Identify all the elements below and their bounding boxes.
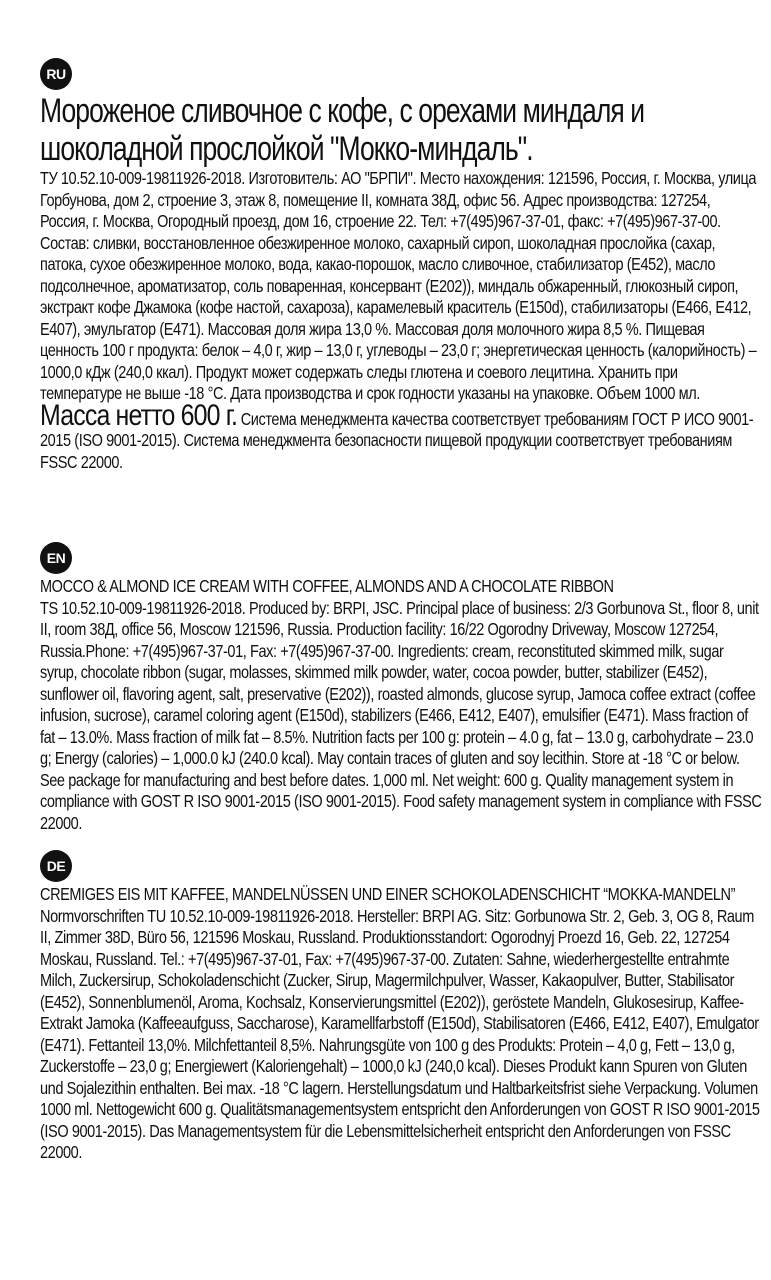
- product-text-ru-main: ТУ 10.52.10-009-19811926-2018. Изготовитель: АО "БРПИ". Место нахождения: 121596, Россия, г. Москва, улица Горбунова, дом 2, строение 3, этаж 8, помещение II, комната 38Д, офис 56. Адрес производства: 127254, Россия, г. Москва, Огородный проезд, дом 16, строение 22. Тел: +7(495)967-37-01, факс: +7(495)967-37-00. Состав: сливки, восстановленное обезжиренное молоко, сахарный сироп, шоколадная прослойка (сахар, патока, сухое обезжиренное молоко, вода, какао-порошок, масло сливочное, стабилизатор (Е452), масло подсолнечное, ароматизатор, соль поваренная, консервант (Е202)), миндаль обжаренный, глюкозный сироп, экстракт кофе Джамока (кофе настой, сахароза), карамелевый краситель (Е150d), стабилизаторы (Е466, Е412, Е407), эмульгатор (Е471). Массовая доля жира 13,0 %. Массовая доля молочного жира 8,5 %. Пищевая ценность 100 г продукта: белок – 4,0 г, жир – 13,0 г, углеводы – 23,0 г; энергетическая ценность (калорийность) – 1000,0 кДж (240,0 ккал). Продукт может содержать следы глютена и соевого лецитина. Хранить при температуре не выше -18 °С. Дата производства и срок годности указаны на упаковке. Объем 1000 мл.: [40, 168, 757, 403]
- lang-badge-ru: RU: [40, 58, 72, 90]
- product-text-ru-tail: Система менеджмента качества соответствует требованиям ГОСТ Р ИСО 9001-2015 (ISO 9001-2015). Система менеджмента безопасности пищевой продукции соответствует требованиям FSSC 22000.: [40, 408, 754, 472]
- section-en: [40, 542, 762, 834]
- section-ru: [40, 58, 762, 473]
- section-de: [40, 850, 762, 1164]
- product-text-ru: [40, 168, 762, 473]
- lang-badge-de: DE: [40, 850, 72, 882]
- product-text-de: Normvorschriften TU 10.52.10-009-19811926-2018. Hersteller: BRPI AG. Sitz: Gorbunowa Str. 2, Geb. 3, OG 8, Raum II, Zimmer 38D, Büro 56, 121596 Moskau, Russland. Produktionsstandort: Ogorodnyj Proezd 16, Geb. 22, 127254 Moskau, Russland. Tel.: +7(495)967-37-01, Fax: +7(495)967-37-00. Zutaten: Sahne, wiederhergestellte entrahmte Milch, Zuckersirup, Schokoladenschicht (Zucker, Sirup, Magermilchpulver, Wasser, Kakaopulver, Butter, Stabilisator (E452), Sonnenblumenöl, Aroma, Kochsalz, Konservierungsmittel (E202)), geröstete Mandeln, Glukosesirup, Kaffee-Extrakt Jamoka (Kaffeeaufguss, Saccharose), Karamellfarbstoff (E150d), Stabilisatoren (E466, E412, E407), Emulgator (E471). Fettanteil 13,0%. Milchfettanteil 8,5%. Nahrungsgüte von 100 g des Produkts: Protein – 4,0 g, Fett – 13,0 g, Zuckerstoffe – 23,0 g; Energiewert (Kaloriengehalt) – 1000,0 kJ (240,0 kcal). Dieses Produkt kann Spuren von Gluten und Sojalezithin enthalten. Bei max. -18 °C lagern. Herstellungsdatum und Haltbarkeitsfrist siehe Verpackung. Volumen 1000 ml. Nettogewicht 600 g. Qualitätsmanagementsystem entspricht den Anforderungen von GOST R ISO 9001-2015 (ISO 9001-2015). Das Managementsystem für die Lebensmittelsicherheit entspricht den Anforderungen von FSSC 22000.: [40, 905, 760, 1162]
- product-heading-de: CREMIGES EIS MIT KAFFEE, MANDELNÜSSEN UND EINER SCHOKOLADENSCHICHT “MOKKA-MANDELN”: [40, 884, 736, 904]
- product-heading-en: MOCCO & ALMOND ICE CREAM WITH COFFEE, ALMONDS AND A CHOCOLATE RIBBON: [40, 576, 614, 596]
- net-weight-ru: Масса нетто 600 г.: [40, 398, 238, 432]
- product-text-en: TS 10.52.10-009-19811926-2018. Produced by: BRPI, JSC. Principal place of business: 2/3 Gorbunova St., floor 8, unit II, room 38Д, office 56, Moscow 121596, Russia. Production facility: 16/22 Ogorodny Driveway, Moscow 127254, Russia.Phone: +7(495)967-37-01, Fax: +7(495)967-37-00. Ingredients: cream, reconstituted skimmed milk, sugar syrup, chocolate ribbon (sugar, molasses, skimmed milk powder, water, cocoa powder, butter, stabilizer (E452), sunflower oil, flavoring agent, salt, preservative (E202)), roasted almonds, glucose syrup, Jamoca coffee extract (coffee infusion, sucrose), caramel coloring agent (E150d), stabilizers (E466, E412, E407), emulsifier (E471). Mass fraction of fat – 13.0%. Mass fraction of milk fat – 8.5%. Nutrition facts per 100 g: protein – 4.0 g, fat – 13.0 g, carbohydrate – 23.0 g; Energy (calories) – 1,000.0 kJ (240.0 kcal). May contain traces of gluten and soy lecithin. Store at -18 °C or below. See package for manufacturing and best before dates. 1,000 ml. Net weight: 600 g. Quality management system in compliance with GOST R ISO 9001-2015 (ISO 9001-2015). Food safety management system in compliance with FSSC 22000.: [40, 597, 762, 833]
- lang-badge-en: EN: [40, 542, 72, 574]
- product-title-ru: Мороженое сливочное с кофе, с орехами миндаля и шоколадной прослойкой "Мокко-миндаль".: [40, 92, 645, 168]
